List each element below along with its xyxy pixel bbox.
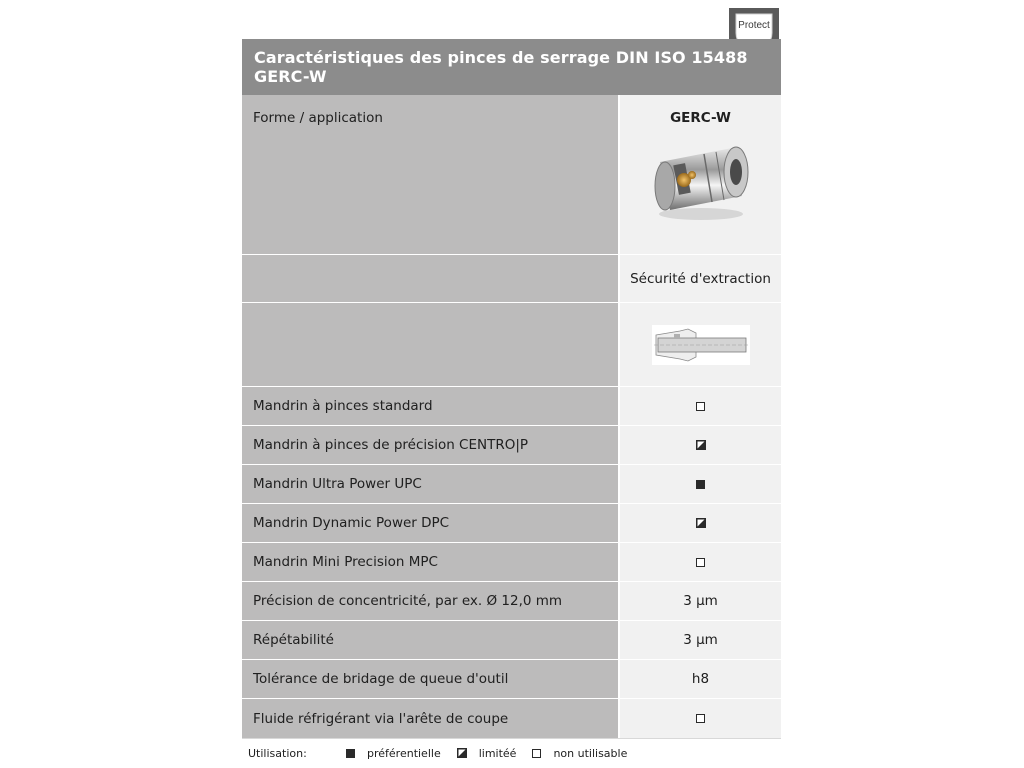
form-application-label: Forme / application	[242, 95, 618, 254]
table-row	[242, 465, 781, 504]
row-label: Précision de concentricité, par ex. Ø 12,0 mm	[242, 582, 618, 620]
table-row	[242, 426, 781, 465]
legend-item-limitee	[457, 747, 517, 760]
row-label: Répétabilité	[242, 621, 618, 659]
non-utilisable-icon	[532, 749, 541, 758]
preferentielle-icon	[696, 480, 705, 489]
collet-product-image	[646, 134, 756, 224]
row-label: Mandrin à pinces standard	[242, 387, 618, 425]
empty-label-cell	[242, 303, 618, 386]
table-row-form	[242, 95, 781, 255]
non-utilisable-icon	[696, 714, 705, 723]
non-utilisable-icon	[696, 402, 705, 411]
row-label: Fluide réfrigérant via l'arête de coupe	[242, 699, 618, 738]
row-value-cell	[618, 387, 781, 425]
characteristics-table	[242, 95, 781, 739]
table-title: Caractéristiques des pinces de serrage DIN ISO 15488 GERC-W	[254, 48, 748, 86]
table-row	[242, 387, 781, 426]
legend-text: non utilisable	[553, 746, 628, 760]
usage-legend	[248, 744, 643, 762]
row-value-cell	[618, 465, 781, 503]
row-label: Mandrin Dynamic Power DPC	[242, 504, 618, 542]
table-row-diagram	[242, 303, 781, 387]
row-label: Mandrin Mini Precision MPC	[242, 543, 618, 581]
limitee-icon	[457, 748, 467, 758]
legend-label: Utilisation:	[248, 746, 307, 760]
data-rows	[242, 387, 781, 739]
table-row	[242, 543, 781, 582]
row-value: 3 µm	[618, 582, 781, 620]
table-row	[242, 660, 781, 699]
table-row	[242, 699, 781, 739]
legend-text: limitéé	[478, 746, 517, 760]
table-header	[242, 39, 781, 95]
table-row-feature	[242, 255, 781, 303]
extraction-diagram	[652, 325, 750, 365]
empty-label-cell	[242, 255, 618, 302]
legend-item-non-utilisable	[532, 747, 627, 760]
row-value-cell	[618, 543, 781, 581]
limitee-icon	[696, 518, 706, 528]
legend-text: préférentielle	[367, 746, 441, 760]
protect-badge-label: Protect	[738, 20, 770, 31]
product-name: GERC-W	[670, 110, 731, 126]
legend-item-preferentielle	[346, 747, 441, 760]
row-value: 3 µm	[618, 621, 781, 659]
row-value-cell	[618, 426, 781, 464]
table-row	[242, 504, 781, 543]
row-label: Mandrin à pinces de précision CENTRO|P	[242, 426, 618, 464]
non-utilisable-icon	[696, 558, 705, 567]
limitee-icon	[696, 440, 706, 450]
diagram-cell	[618, 303, 781, 386]
row-label: Mandrin Ultra Power UPC	[242, 465, 618, 503]
row-value-cell	[618, 504, 781, 542]
row-label: Tolérance de bridage de queue d'outil	[242, 660, 618, 698]
product-cell	[618, 95, 781, 254]
row-value-cell	[618, 699, 781, 738]
table-row	[242, 582, 781, 621]
table-row	[242, 621, 781, 660]
feature-label: Sécurité d'extraction	[618, 255, 781, 302]
preferentielle-icon	[346, 749, 355, 758]
row-value: h8	[618, 660, 781, 698]
